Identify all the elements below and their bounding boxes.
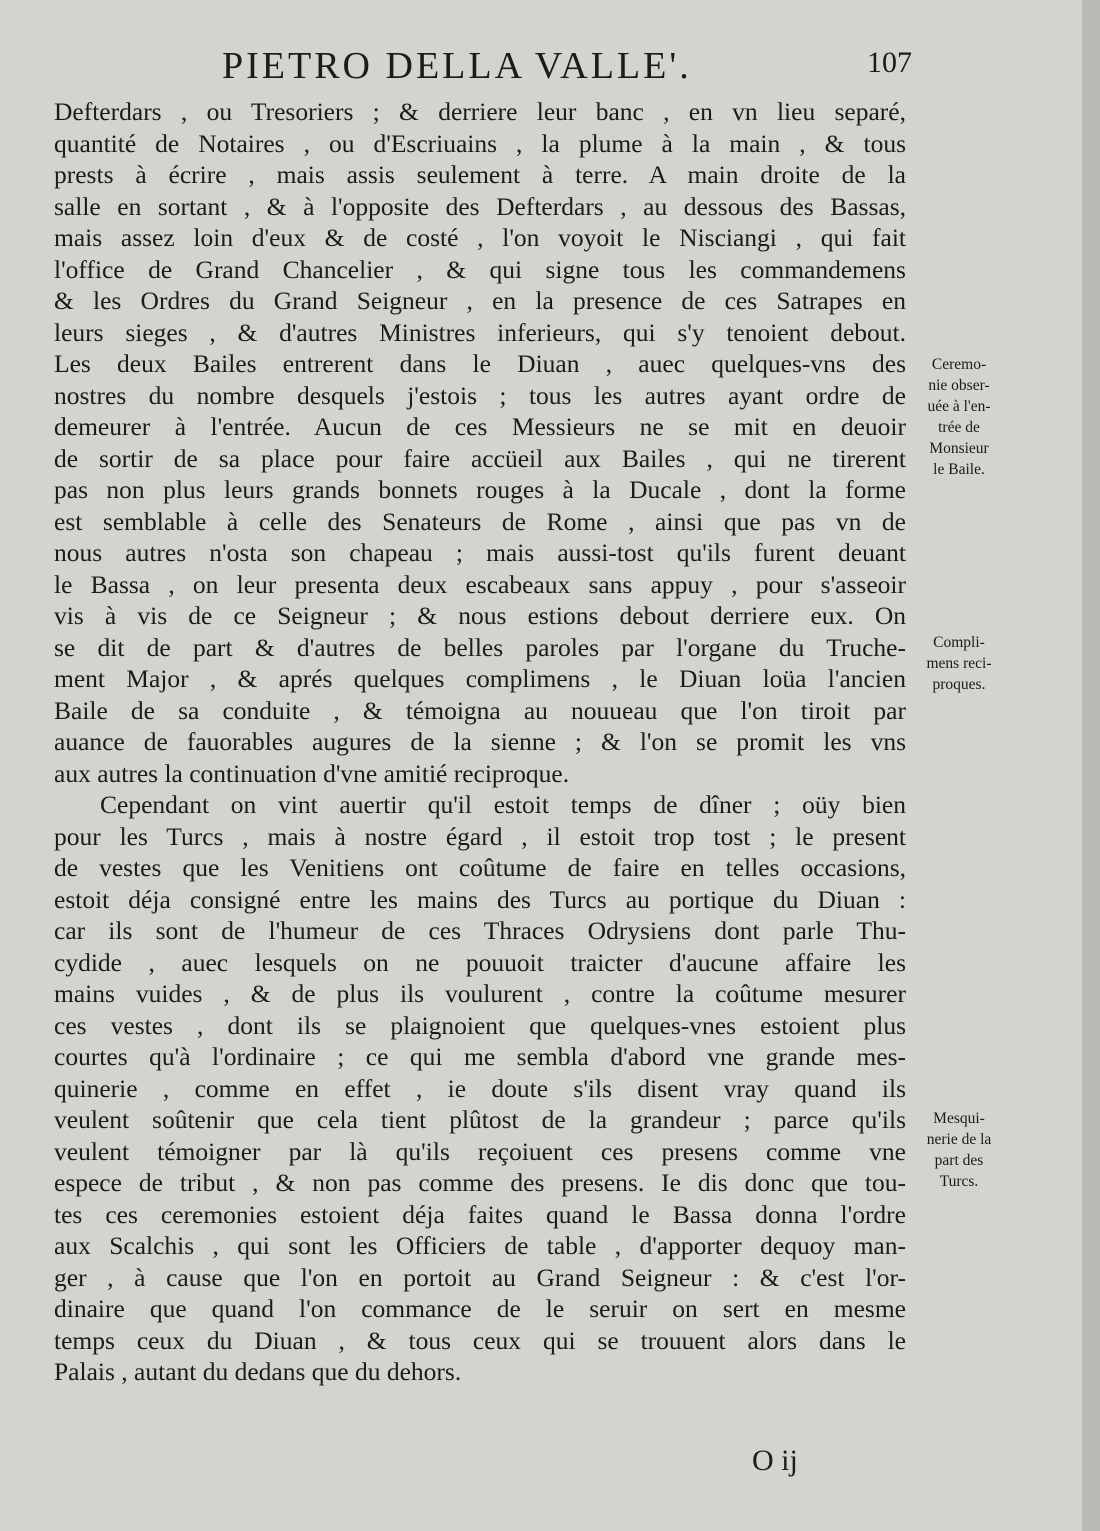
text-line: de sortir de sa place pour faire accüeil aux Bailes , qui ne tirerent bbox=[54, 443, 906, 473]
margin-note-line: Mesqui- bbox=[933, 1110, 985, 1127]
text-line: nostres du nombre desquels j'estois ; tous les autres ayant ordre de bbox=[54, 380, 906, 410]
margin-note-line: Ceremo- bbox=[931, 356, 987, 373]
page-edge bbox=[1082, 0, 1100, 1531]
text-line: ces vestes , dont ils se plaignoient que quelques-vnes estoient plus bbox=[54, 1010, 906, 1040]
text-line: auance de fauorables augures de la sienne ; & l'on se promit les vns bbox=[54, 727, 906, 756]
text-line: & les Ordres du Grand Seigneur , en la presence de ces Satrapes en bbox=[54, 286, 906, 315]
text-line-paragraph-end: aux autres la continuation d'vne amitié reciproque. bbox=[54, 758, 570, 788]
margin-note-line: Compli- bbox=[933, 634, 985, 651]
margin-note-mesquinerie bbox=[916, 1108, 1002, 1192]
margin-note-line: proques. bbox=[932, 676, 986, 693]
text-line: mains vuides , & de plus ils voulurent , contre la coûtume mesurer bbox=[54, 979, 906, 1008]
text-line: veulent témoigner par là qu'ils reçoiuent ces presens comme vne bbox=[54, 1136, 906, 1166]
text-line: pour les Turcs , mais à nostre égard , il estoit trop tost ; le present bbox=[54, 821, 906, 851]
text-line: veulent soûtenir que cela tient plûtost de la grandeur ; parce qu'ils bbox=[54, 1105, 906, 1134]
text-line: Defterdars , ou Tresoriers ; & derriere leur banc , en vn lieu separé, bbox=[54, 97, 906, 126]
text-line: prests à écrire , mais assis seulement à terre. A main droite de la bbox=[54, 160, 906, 189]
text-line: pas non plus leurs grands bonnets rouges à la Ducale , dont la forme bbox=[54, 475, 906, 504]
text-line: le Bassa , on leur presenta deux escabeaux sans appuy , pour s'asseoir bbox=[54, 569, 906, 599]
margin-note-line: Monsieur bbox=[929, 440, 989, 457]
margin-note-complimens bbox=[916, 632, 1002, 695]
text-line: l'office de Grand Chancelier , & qui signe tous les commandemens bbox=[54, 254, 906, 284]
running-title: PIETRO DELLA VALLE'. bbox=[222, 45, 692, 87]
text-line: temps ceux du Diuan , & tous ceux qui se trouuent alors dans le bbox=[54, 1325, 906, 1355]
text-line-paragraph-start: Cependant on vint auertir qu'il estoit temps de dîner ; oüy bien bbox=[100, 790, 906, 819]
text-line: se dit de part & d'autres de belles paroles par l'organe du Truche- bbox=[54, 632, 906, 662]
text-line: dinaire que quand l'on commance de le seruir on sert en mesme bbox=[54, 1294, 906, 1323]
text-line: mais assez loin d'eux & de costé , l'on voyoit le Nisciangi , qui fait bbox=[54, 223, 906, 252]
text-line: ger , à cause que l'on en portoit au Grand Seigneur : & c'est l'or- bbox=[54, 1262, 906, 1292]
body-text bbox=[54, 96, 906, 1388]
text-line: car ils sont de l'humeur de ces Thraces Odrysiens dont parle Thu- bbox=[54, 916, 906, 945]
text-line: est semblable à celle des Senateurs de Rome , ainsi que pas vn de bbox=[54, 506, 906, 536]
text-line: estoit déja consigné entre les mains des Turcs au portique du Diuan : bbox=[54, 884, 906, 914]
text-line: Baile de sa conduite , & témoigna au nouueau que l'on tiroit par bbox=[54, 695, 906, 725]
text-line: de vestes que les Venitiens ont coûtume de faire en telles occasions, bbox=[54, 853, 906, 882]
margin-note-line: Turcs. bbox=[939, 1173, 979, 1190]
margin-note-line: le Baile. bbox=[933, 461, 985, 478]
text-line: tes ces ceremonies estoient déja faites quand le Bassa donna l'ordre bbox=[54, 1199, 906, 1229]
text-line: salle en sortant , & à l'opposite des Defterdars , au dessous des Bassas, bbox=[54, 191, 906, 221]
text-line: leurs sieges , & d'autres Ministres inferieurs, qui s'y tenoient debout. bbox=[54, 317, 906, 347]
show-through-smudge bbox=[940, 500, 1010, 570]
page-number: 107 bbox=[867, 46, 912, 79]
text-line: espece de tribut , & non pas comme des presens. Ie dis donc que tou- bbox=[54, 1168, 906, 1197]
text-line: cydide , auec lesquels on ne pouuoit traicter d'aucune affaire les bbox=[54, 947, 906, 977]
text-line: ment Major , & aprés quelques complimens , le Diuan loüa l'ancien bbox=[54, 664, 906, 693]
text-line: courtes qu'à l'ordinaire ; ce qui me sembla d'abord vne grande mes- bbox=[54, 1042, 906, 1071]
margin-note-line: nie obser- bbox=[928, 377, 990, 394]
text-line: nous autres n'osta son chapeau ; mais aussi-tost qu'ils furent deuant bbox=[54, 538, 906, 567]
margin-note-line: mens reci- bbox=[926, 655, 992, 672]
margin-note-line: nerie de la bbox=[926, 1131, 992, 1148]
text-line: demeurer à l'entrée. Aucun de ces Messieurs ne se mit en deuoir bbox=[54, 412, 906, 441]
margin-note-line: trée de bbox=[938, 419, 980, 436]
page-header bbox=[222, 44, 912, 90]
signature-mark: O ij bbox=[752, 1444, 798, 1477]
text-line: vis à vis de ce Seigneur ; & nous estions debout derriere eux. On bbox=[54, 601, 906, 630]
text-line: quantité de Notaires , ou d'Escriuains , la plume à la main , & tous bbox=[54, 128, 906, 158]
margin-note-ceremonie bbox=[916, 354, 1002, 480]
text-line: aux Scalchis , qui sont les Officiers de table , d'apporter dequoy man- bbox=[54, 1231, 906, 1260]
text-line: quinerie , comme en effet , ie doute s'ils disent vray quand ils bbox=[54, 1073, 906, 1103]
margin-note-line: part des bbox=[934, 1152, 984, 1169]
text-line-paragraph-end: Palais , autant du dedans que du dehors. bbox=[54, 1357, 462, 1386]
text-line: Les deux Bailes entrerent dans le Diuan , auec quelques-vns des bbox=[54, 349, 906, 378]
margin-note-line: uée à l'en- bbox=[927, 398, 991, 415]
